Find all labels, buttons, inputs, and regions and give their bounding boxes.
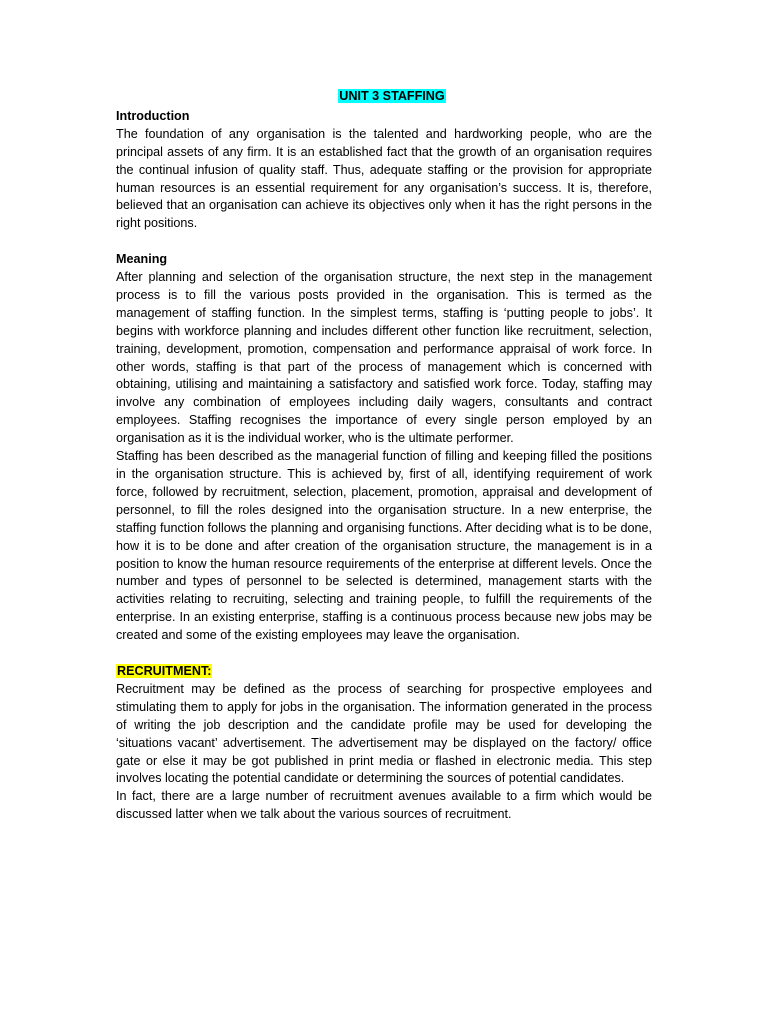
recruitment-paragraph-1: Recruitment may be defined as the process of searching for prospective employees and stimulating them to apply for jobs in the organisation. The information generated in the process of writing the job description and the candidate profile may be used for developing the ‘situations vacant’ advertisement. The advertisement may be displayed on the factory/ office gate or else it may be got published in print media or flashed in electronic media. This step involves locating the potential candidate or determining the sources of potential candidates.: [116, 681, 652, 786]
introduction-heading: Introduction: [116, 108, 190, 123]
document-page: [116, 88, 652, 824]
meaning-paragraph-2: Staffing has been described as the managerial function of filling and keeping filled the positions in the organisation structure. This is achieved by, first of all, identifying requirement of work force, followed by recruitment, selection, placement, promotion, appraisal and development of personnel, to fill the roles designed into the organisation structure. In a new enterprise, the staffing function follows the planning and organising functions. After deciding what is to be done, how it is to be done and after creation of the organisation structure, the management is in a position to know the human resource requirements of the enterprise at different levels. Once the number and types of personnel to be selected is determined, management starts with the activities relating to recruiting, selecting and training people, to fulfill the requirements of the enterprise. In an existing enterprise, staffing is a continuous process because new jobs may be created and some of the existing employees may leave the organisation.: [116, 449, 652, 643]
recruitment-heading-row: [116, 663, 652, 681]
page-title: UNIT 3 STAFFING: [339, 89, 445, 103]
introduction-paragraph: The foundation of any organisation is the talented and hardworking people, who are the principal assets of any firm. It is an established fact that the growth of an organisation requires the continual infusion of quality staff. Thus, adequate staffing or the provision for appropriate human resources is an essential requirement for any organisation’s success. It is, therefore, believed that an organisation can achieve its objectives only when it has the right persons in the right positions.: [116, 126, 652, 231]
recruitment-paragraph-2: In fact, there are a large number of recruitment avenues available to a firm which would be discussed latter when we talk about the various sources of recruitment.: [116, 789, 652, 822]
title-row: [116, 88, 652, 106]
introduction-section: [116, 108, 652, 233]
meaning-section: [116, 251, 652, 645]
recruitment-section: [116, 663, 652, 824]
section-spacer: [116, 233, 652, 251]
recruitment-heading: RECRUITMENT:: [117, 663, 212, 678]
meaning-heading: Meaning: [116, 252, 168, 267]
meaning-paragraph-1: After planning and selection of the organisation structure, the next step in the management process is to fill the various posts provided in the organisation. This is termed as the management of staffing function. In the simplest terms, staffing is ‘putting people to jobs’. It begins with workforce planning and includes different other function like recruitment, selection, training, development, promotion, compensation and performance appraisal of work force. In other words, staffing is that part of the process of management which is concerned with obtaining, utilising and maintaining a satisfactory and satisfied work force. Today, staffing may involve any combination of employees including daily wagers, consultants and contract employees. Staffing recognises the importance of every single person employed by an organisation as it is the individual worker, who is the ultimate performer.: [116, 270, 652, 446]
section-spacer: [116, 645, 652, 663]
